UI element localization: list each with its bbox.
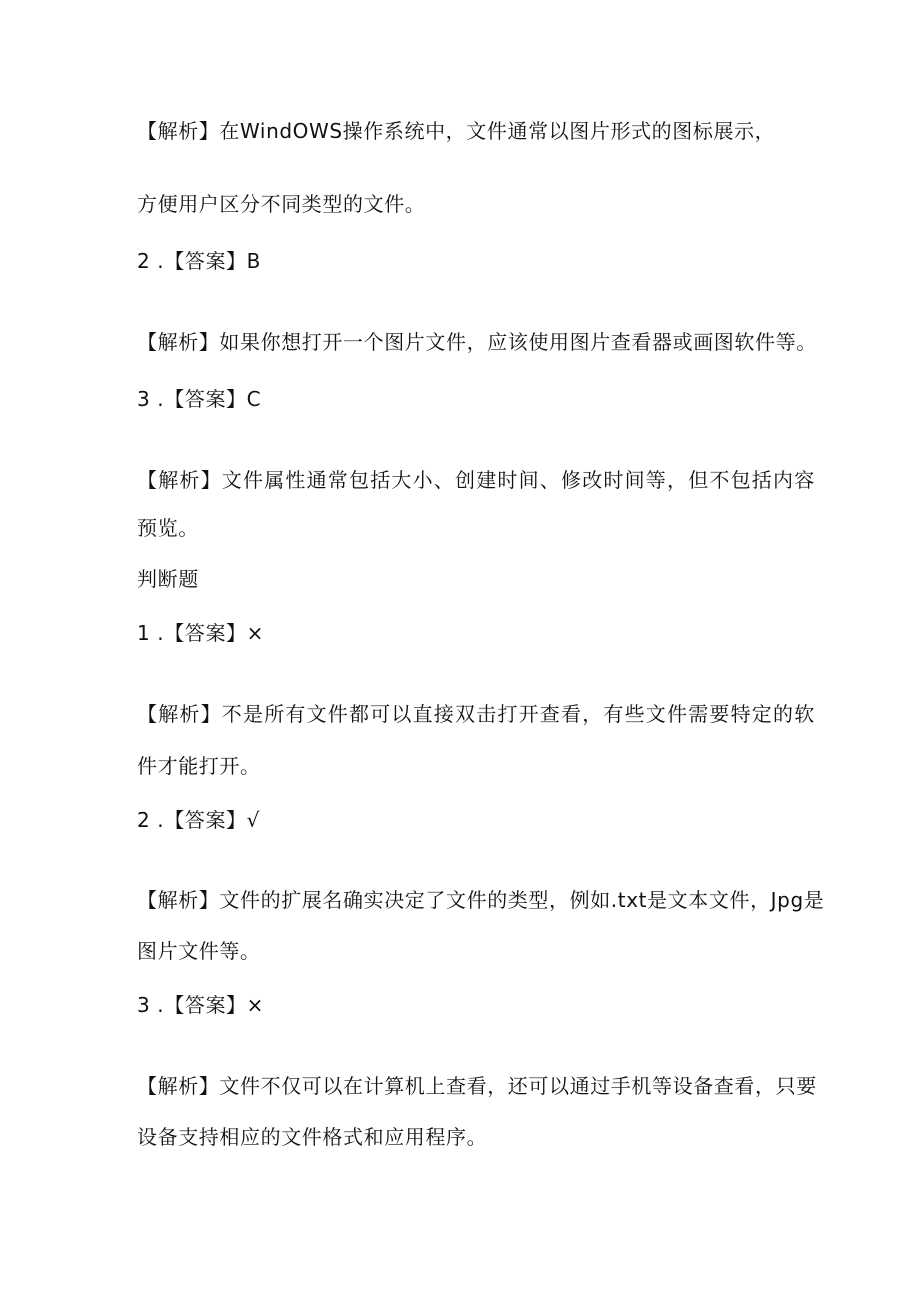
analysis-text: 【解析】文件的扩展名确实决定了文件的类型，例如.txt是文本文件，Jpg是: [137, 888, 825, 912]
analysis-text: 【解析】不是所有文件都可以直接双击打开查看，有些文件需要特定的软: [137, 702, 816, 726]
analysis-text-continued: 方便用户区分不同类型的文件。: [137, 192, 426, 216]
analysis-text: 【解析】文件属性通常包括大小、创建时间、修改时间等，但不包括内容: [137, 468, 816, 492]
answer-line: 1 .【答案】×: [137, 621, 264, 645]
answer-line: 3 .【答案】C: [137, 387, 262, 411]
answer-line: 2 .【答案】B: [137, 249, 261, 273]
analysis-text-continued: 设备支持相应的文件格式和应用程序。: [137, 1125, 488, 1149]
analysis-text-continued: 预览。: [137, 516, 199, 540]
answer-line: 3 .【答案】×: [137, 993, 264, 1017]
answer-line: 2 .【答案】√: [137, 808, 260, 832]
analysis-text: 【解析】如果你想打开一个图片文件，应该使用图片查看器或画图软件等。: [137, 330, 817, 354]
analysis-text: 【解析】在WindOWS操作系统中，文件通常以图片形式的图标展示，: [137, 119, 776, 143]
analysis-text: 【解析】文件不仅可以在计算机上查看，还可以通过手机等设备查看，只要: [137, 1074, 817, 1098]
analysis-text-continued: 件才能打开。: [137, 754, 261, 778]
analysis-text-continued: 图片文件等。: [137, 939, 261, 963]
section-heading: 判断题: [137, 567, 199, 591]
